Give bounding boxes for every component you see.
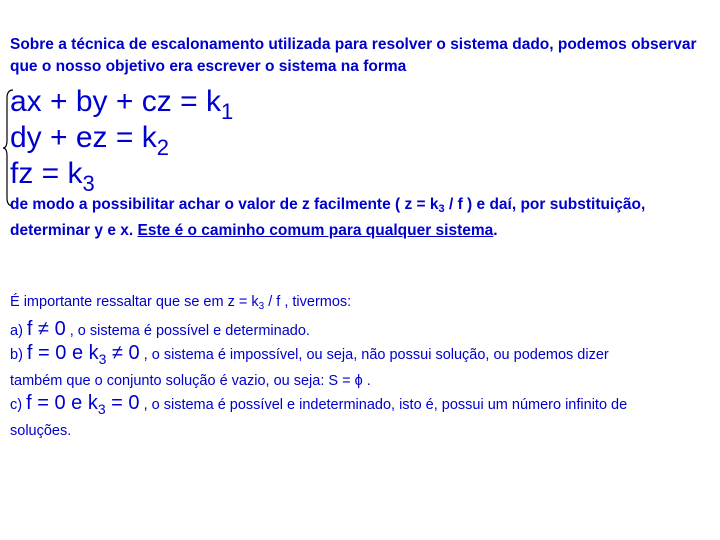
paragraph-end: . — [493, 222, 498, 239]
case-b-condition — [26, 342, 140, 367]
case-c-text: , o sistema é possível e indeterminado, isto é, possui um número infinito de — [139, 397, 628, 413]
intro-text: Sobre a técnica de escalonamento utilizada para resolver o sistema dado, podemos observar que o nosso objetivo era escrever o sistema na forma — [10, 36, 697, 75]
notes-intro-sub: 3 — [258, 301, 265, 312]
equation-2-sub: 2 — [156, 135, 169, 160]
case-c — [10, 392, 715, 420]
equation-3-sub: 3 — [82, 171, 95, 196]
case-b-cond-a: f = 0 e k — [26, 342, 99, 364]
equation-2-main: dy + ez = k — [10, 121, 157, 154]
paragraph-underlined: Este é o caminho comum para qualquer sistema — [137, 222, 494, 239]
case-b-text: , o sistema é impossível, ou seja, não possui solução, ou podemos dizer — [139, 347, 609, 363]
case-c-condition — [26, 392, 140, 417]
paragraph-part1: de modo a possibilitar achar o valor de z facilmente ( z = k — [10, 196, 439, 213]
case-b-continued: também que o conjunto solução é vazio, ou seja: S = ϕ . — [10, 373, 371, 389]
case-a-text: , o sistema é possível e determinado. — [65, 323, 310, 339]
case-c-cond-a: f = 0 e k — [26, 392, 98, 414]
case-c-cond-b: = 0 — [105, 392, 140, 414]
equation-1-main: ax + by + cz = k — [10, 85, 221, 118]
case-b — [10, 342, 715, 370]
case-a-label: a) — [10, 323, 27, 339]
case-c-cond-sub: 3 — [97, 401, 106, 417]
case-a-condition: f ≠ 0 — [26, 318, 66, 340]
notes-intro-b: / f , tivermos: — [264, 294, 352, 310]
case-c-continued: soluções. — [10, 423, 72, 439]
case-b-cond-b: ≠ 0 — [106, 342, 140, 364]
case-c-label: c) — [10, 397, 27, 413]
case-a — [10, 318, 715, 342]
notes-block — [10, 291, 715, 442]
explanation-paragraph — [10, 194, 718, 242]
case-b-label: b) — [10, 347, 27, 363]
notes-intro-a: É importante ressaltar que se em z = k — [10, 294, 259, 310]
equation-3-main: fz = k — [10, 157, 83, 190]
case-b-cond-sub: 3 — [98, 351, 107, 367]
equation-1-sub: 1 — [220, 99, 234, 124]
notes-intro — [10, 291, 715, 318]
paragraph-part2: / f ) e daí, por substituição, determinar y e x. — [10, 196, 646, 239]
paragraph-sub: 3 — [438, 203, 445, 215]
